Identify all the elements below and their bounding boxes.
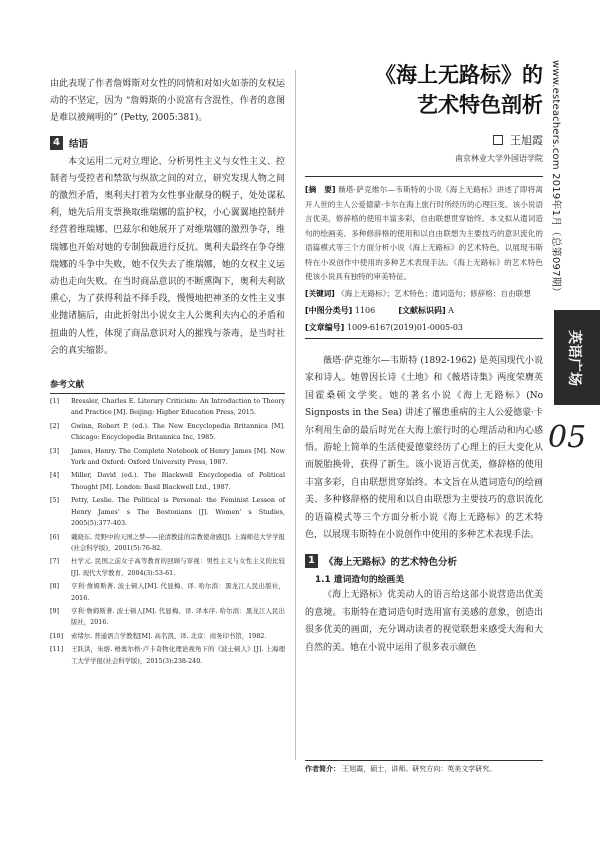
left-column [50,76,285,667]
reference-number: [9] [50,606,60,615]
reference-number: [1] [50,397,60,406]
reference-text: 王跃洪，朱熔. 梧奥尔格·卢卡奇物化理论视角下的《波士顿人》[J]. 上海理工大学学报(社会科学版)，2015(3):238-240. [71,645,285,665]
reference-item [50,396,285,419]
reference-text: Bressler, Charles E. Literary Criticism: An Introduction to Theory and Practice [M]. Beijing: Higher Education Press, 2015. [71,397,285,417]
subsection-heading: 1.1 遣词造句的绘画美 [315,575,405,586]
intro-paragraph: 由此表现了作者詹姆斯对女性的同情和对如火如荼的女权运动的不坚定，因为 “詹姆斯的小说富有含混性，作者的意图是难以被阐明的” (Petty, 2005:381)。 [50,79,285,124]
reference-item [50,446,285,469]
reference-text: 亨利·詹姆斯著. 波士顿人[M]. 代显梅、译. 哈尔滨：黑龙江人民出版社，2016. [71,582,285,602]
section-tab [554,310,600,405]
reference-number: [10] [50,631,64,640]
reference-text: James, Henry. The Complete Notebook of Henry James [M]. New York and Oxford: Oxford University Press, 1987. [71,446,285,467]
reference-list [50,396,285,667]
right-column [305,60,543,657]
subsection-paragraph: 《海上无路标》优美动人的语言给这部小说营造出优美的意境。韦斯特在遣词造句时选用富有美感的意象，创造出很多优美的画面，充分调动读者的视觉联想来感受大海和大自然的美。她在小说中运用了很多表示颜色 [305,590,543,653]
classification-line [305,303,543,318]
references-heading: 参考文献 [50,378,285,394]
reference-number: [8] [50,582,60,591]
reference-text: 亨利·詹姆斯著. 波士顿人[M]. 代显梅、译. 译本序. 哈尔滨：黑龙江人民出版社，2016. [71,606,285,627]
column-divider [295,70,296,760]
title-line-2: 艺术特色剖析 [417,92,543,117]
reference-text: 杜学元. 民国之前女子高等教育的回顾与审视：男性主义与女性主义的比较[J]. 现代大学教育，2004(3):53-61. [71,557,285,577]
section-4-heading [50,136,285,150]
footnote-label: 作者简介： [305,765,340,773]
reference-item [50,495,285,529]
section-title: 《海上无路标》的艺术特色分析 [324,557,458,569]
conclusion-paragraph: 本文运用二元对立理论、分析男性主义与女性主义、控制者与受控者和禁欲与纵欲之间的对立，研究发现人物之间的激烈矛盾，奥利夫打着为女性事业献身的幌子，处处谋私利，她先后用支票换取维瑞娜的监护权，小心翼翼地控制并经营着维瑞娜、巴兹尔和她展开了对维瑞娜的激烈争夺，维瑞娜也开始对她的专制独裁进行反抗。奥利夫最终在争夺维瑞娜的斗争中失败，她不仅失去了维瑞娜，她的女权主义运动也走向失败。在当时商品意识的不断熏陶下，奥利夫利欲熏心，为了获得利益不择手段，慢慢地把神圣的女性主义事业抛诸脑后，由此折射出小说女主人公奥利夫内心的矛盾和扭曲的人性，体现了商品意识对人的摧残与荼毒，是当时社会的真实缩影。 [50,156,285,356]
journal-info-text: www.esteachers.com 2019年1月（总第097期） [550,60,561,298]
reference-text: Petty, Leslie. The Political is Personal: the Feminist Lesson of Henry James’ s The Bostonians [J]. Women’ s Studies, 2005(5):377-403. [71,496,285,528]
article-number-line [305,320,543,339]
abstract-text: 薇塔·萨克维尔—韦斯特的小说《海上无路标》讲述了即将离开人世的主人公爱德蒙·卡尔在海上旅行时所经历的心理巨变。该小说语言优美，修辞格的使用丰富多彩，自由联想贯穿始终。本文拟从遣词造句的绘画美、多种修辞格的使用和以自由联想为主要技巧的意识流化的语篇模式等三个方面分析小说《海上无路标》的艺术特色，以展现韦斯特在小说创作中使用的多种艺术表现手法。《海上无路标》的艺术特色使该小说具有独特的审美特征。 [305,185,543,281]
body-intro-paragraph: 薇塔·萨克维尔—韦斯特 (1892-1962) 是英国现代小说家和诗人。她曾因长诗《土地》和《薇塔诗集》两度荣膺英国霍桑顿文学奖。她的著名小说《海上无路标》(No Signposts in the Sea) 讲述了罹患重病的主人公爱德蒙·卡尔利用生命的最后时光在大海上旅行时的心理活动和内心感悟。游轮上简单的生活使爱德蒙经历了心理上的巨大变化从而脱胎换骨，获得了新生。该小说语言优美，修辞格的使用丰富多彩，自由联想贯穿始终。本文旨在从遣词造句的绘画美、多种修辞格的使用和以自由联想为主要技巧的意识流化的语篇模式等三个方面分析小说《海上无路标》的艺术特色，以展现韦斯特在小说创作中使用的多种艺术表现手法。 [305,356,543,541]
clc-label: [中图分类号] [305,306,353,315]
abstract-block [305,176,543,301]
doc-code-value: A [448,306,454,315]
reference-item [50,581,285,604]
article-number-label: [文章编号] [305,323,345,332]
reference-item [50,606,285,629]
page-number: 05 [548,420,587,455]
article-title [305,60,543,120]
section-number-badge: 1 [305,554,318,568]
reference-number: [7] [50,557,60,566]
title-line-1: 《海上无路标》的 [375,62,543,87]
author-affiliation: 南京林业大学外国语学院 [455,154,543,163]
clc-value: 1106 [354,306,376,315]
reference-number: [6] [50,532,60,541]
reference-number: [2] [50,421,60,430]
reference-text: 戴晓东. 荒野中的天国之梦——论清教徒的宗教使命感[J]. 上海师范大学学报(社会科学版)，2001(5):76-82. [71,532,285,552]
footnote-text: 王旭霞，硕士，讲师。研究方向：英美文学研究。 [342,765,497,773]
reference-item [50,470,285,493]
reference-item [50,556,285,579]
article-number-value: 1009-6167(2019)01-0005-03 [346,323,464,332]
square-icon [493,135,503,145]
reference-number: [4] [50,471,60,480]
reference-number: [5] [50,496,60,505]
section-tab-label: 英语广场 [566,330,582,386]
author-footnote [305,760,543,774]
reference-text: Miller, David (ed.). The Blackwell Encyclopedia of Political Thought [M]. London: Basil Blackwell Ltd., 1987. [71,471,285,491]
reference-number: [3] [50,446,60,455]
reference-text: Gwinn, Robert P. (ed.). The New Encyclopedia Britannica [M]. Chicago: Encyclopedia Britannica Inc, 1985. [71,421,285,442]
section-title: 结语 [69,138,89,150]
abstract-label: [摘 要] [305,185,336,194]
author-name: 王旭霞 [510,134,543,147]
reference-item [50,644,285,667]
reference-number: [11] [50,645,64,654]
reference-item [50,631,285,642]
section-number-badge: 4 [50,136,63,150]
author-line [305,132,543,148]
section-1-heading [305,554,543,568]
reference-item [50,421,285,444]
reference-item [50,532,285,555]
keywords-label: [关键词] [305,288,335,298]
keywords-text: 《海上无路标》；艺术特色；遣词造句；修辞格；自由联想 [337,288,531,298]
doc-code-label: [文献标识码] [398,306,446,315]
reference-text: 索绪尔. 普通语言学教程[M]. 高名凯、译. 北京：商务印书馆，1982. [71,631,267,640]
